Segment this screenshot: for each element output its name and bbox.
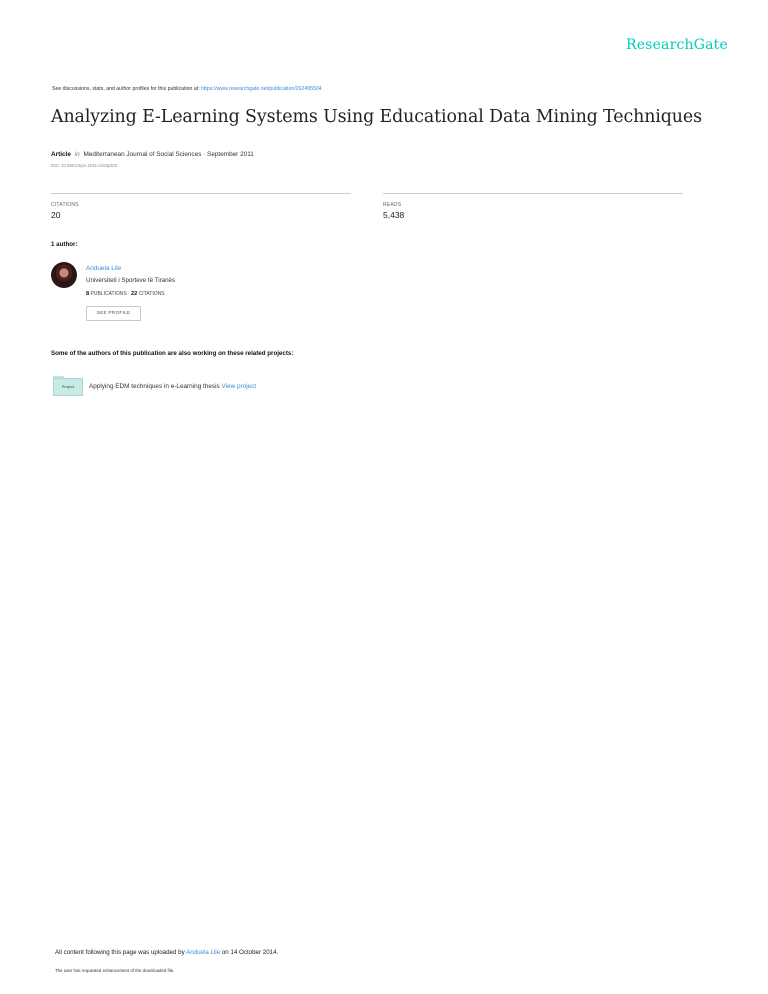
uploader-link[interactable]: Anduela Lile bbox=[186, 949, 221, 956]
upload-notice bbox=[55, 949, 278, 956]
citations-divider bbox=[51, 193, 351, 194]
discussions-line bbox=[52, 86, 322, 92]
publications-count: 8 bbox=[86, 291, 90, 297]
project-folder-icon[interactable] bbox=[53, 376, 83, 396]
avatar[interactable] bbox=[51, 262, 77, 288]
reads-value: 5,438 bbox=[383, 210, 405, 220]
see-profile-button[interactable]: SEE PROFILE bbox=[86, 306, 141, 321]
in-word: in bbox=[74, 151, 80, 158]
author-name-link[interactable]: Anduela Lile bbox=[86, 265, 122, 272]
view-project-link[interactable]: View project bbox=[221, 383, 257, 390]
enhancement-note: The user has requested enhancement of the downloaded file. bbox=[55, 968, 175, 973]
publication-title: Analyzing E-Learning Systems Using Educational Data Mining Techniques bbox=[51, 107, 702, 127]
journal-date: Mediterranean Journal of Social Sciences · September 2011 bbox=[83, 151, 254, 158]
related-projects-heading: Some of the authors of this publication are also working on these related projects: bbox=[51, 350, 294, 357]
reads-divider bbox=[383, 193, 683, 194]
project-item bbox=[89, 383, 256, 390]
project-title: Applying EDM techniques in e-Learning thesis bbox=[89, 383, 222, 390]
project-icon-label: Project bbox=[61, 385, 75, 389]
publications-label: PUBLICATIONS bbox=[90, 291, 127, 297]
authors-heading: 1 author: bbox=[51, 241, 78, 248]
publication-meta bbox=[51, 151, 254, 158]
publication-url-link[interactable]: https://www.researchgate.net/publication/262495504 bbox=[201, 86, 322, 92]
researchgate-logo[interactable]: ResearchGate bbox=[625, 37, 728, 53]
reads-label: READS bbox=[383, 202, 402, 208]
author-institution: Universiteti i Sporteve të Tiranës bbox=[86, 277, 176, 284]
publication-doi: DOI: 10.5901/mjss.2011.v2n3p403 bbox=[51, 163, 118, 168]
citations-label: CITATIONS bbox=[51, 202, 79, 208]
discussions-text: See discussions, stats, and author profiles for this publication at: bbox=[52, 86, 202, 92]
upload-prefix: All content following this page was uploaded by bbox=[55, 949, 187, 956]
author-citations-label: CITATIONS bbox=[138, 291, 165, 297]
upload-suffix: on 14 October 2014. bbox=[220, 949, 279, 956]
author-stats bbox=[86, 291, 165, 297]
citations-value: 20 bbox=[51, 210, 61, 220]
author-citations-count: 22 bbox=[131, 291, 138, 297]
publication-type: Article bbox=[51, 151, 71, 158]
folder-body bbox=[53, 378, 83, 396]
